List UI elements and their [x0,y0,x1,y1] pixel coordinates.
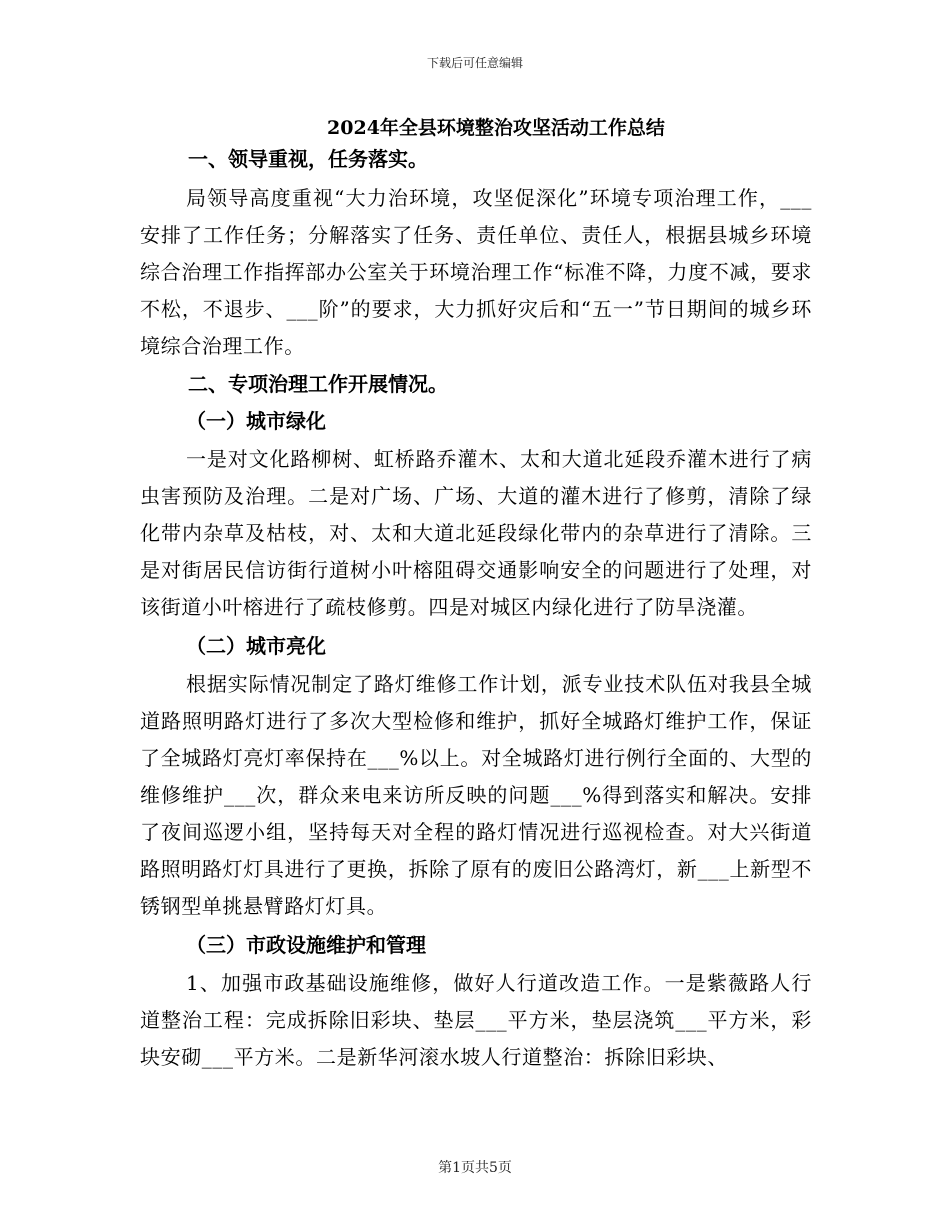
subsection-greening-paragraph: 一是对文化路柳树、虹桥路乔灌木、太和大道北延段乔灌木进行了病虫害预防及治理。二是对广场、广场、大道的灌木进行了修剪，清除了绿化带内杂草及枯枝，对、太和大道北延段绿化带内的杂草进行了清除。三是对街居民信访街行道树小叶榕阻碍交通影响安全的问题进行了处理，对该街道小叶榕进行了疏枝修剪。四是对城区内绿化进行了防旱浇灌。 [140,447,812,619]
document-title: 2024年全县环境整治攻坚活动工作总结 [327,117,665,139]
section-1-paragraph: 局领导高度重视“大力治环境，攻坚促深化”环境专项治理工作，___安排了工作任务；分解落实了任务、责任单位、责任人，根据县城乡环境综合治理工作指挥部办公室关于环境治理工作“标准不降，力度不减，要求不松，不退步、___阶”的要求，大力抓好灾后和“五一”节日期间的城乡环境综合治理工作。 [140,186,812,358]
page-header: 下载后可任意编辑 [426,56,523,70]
subsection-heading-lighting: （二）城市亮化 [186,634,326,658]
page-footer: 第1页共5页 [438,1160,512,1176]
section-heading-1: 一、领导重视，任务落实。 [188,147,428,171]
subsection-lighting-paragraph: 根据实际情况制定了路灯维修工作计划，派专业技术队伍对我县全城道路照明路灯进行了多次大型检修和维护，抓好全城路灯维护工作，保证了全城路灯亮灯率保持在___%以上。对全城路灯进行例行全面的、大型的维修维护___次，群众来电来访所反映的问题___%得到落实和解决。安排了夜间巡逻小组，坚持每天对全程的路灯情况进行巡视检查。对大兴街道路照明路灯灯具进行了更换，拆除了原有的废旧公路湾灯，新___上新型不锈钢型单挑悬臂路灯灯具。 [140,672,812,918]
subsection-heading-municipal: （三）市政设施维护和管理 [186,933,426,957]
subsection-municipal-paragraph: 1、加强市政基础设施维修，做好人行道改造工作。一是紫薇路人行道整治工程：完成拆除旧彩块、垫层___平方米，垫层浇筑___平方米，彩块安砌___平方米。二是新华河滚水坡人行道整治：拆除旧彩块、 [140,971,812,1069]
subsection-heading-greening: （一）城市绿化 [186,409,326,433]
document-body [140,112,812,1076]
section-heading-2: 二、专项治理工作开展情况。 [188,372,448,396]
